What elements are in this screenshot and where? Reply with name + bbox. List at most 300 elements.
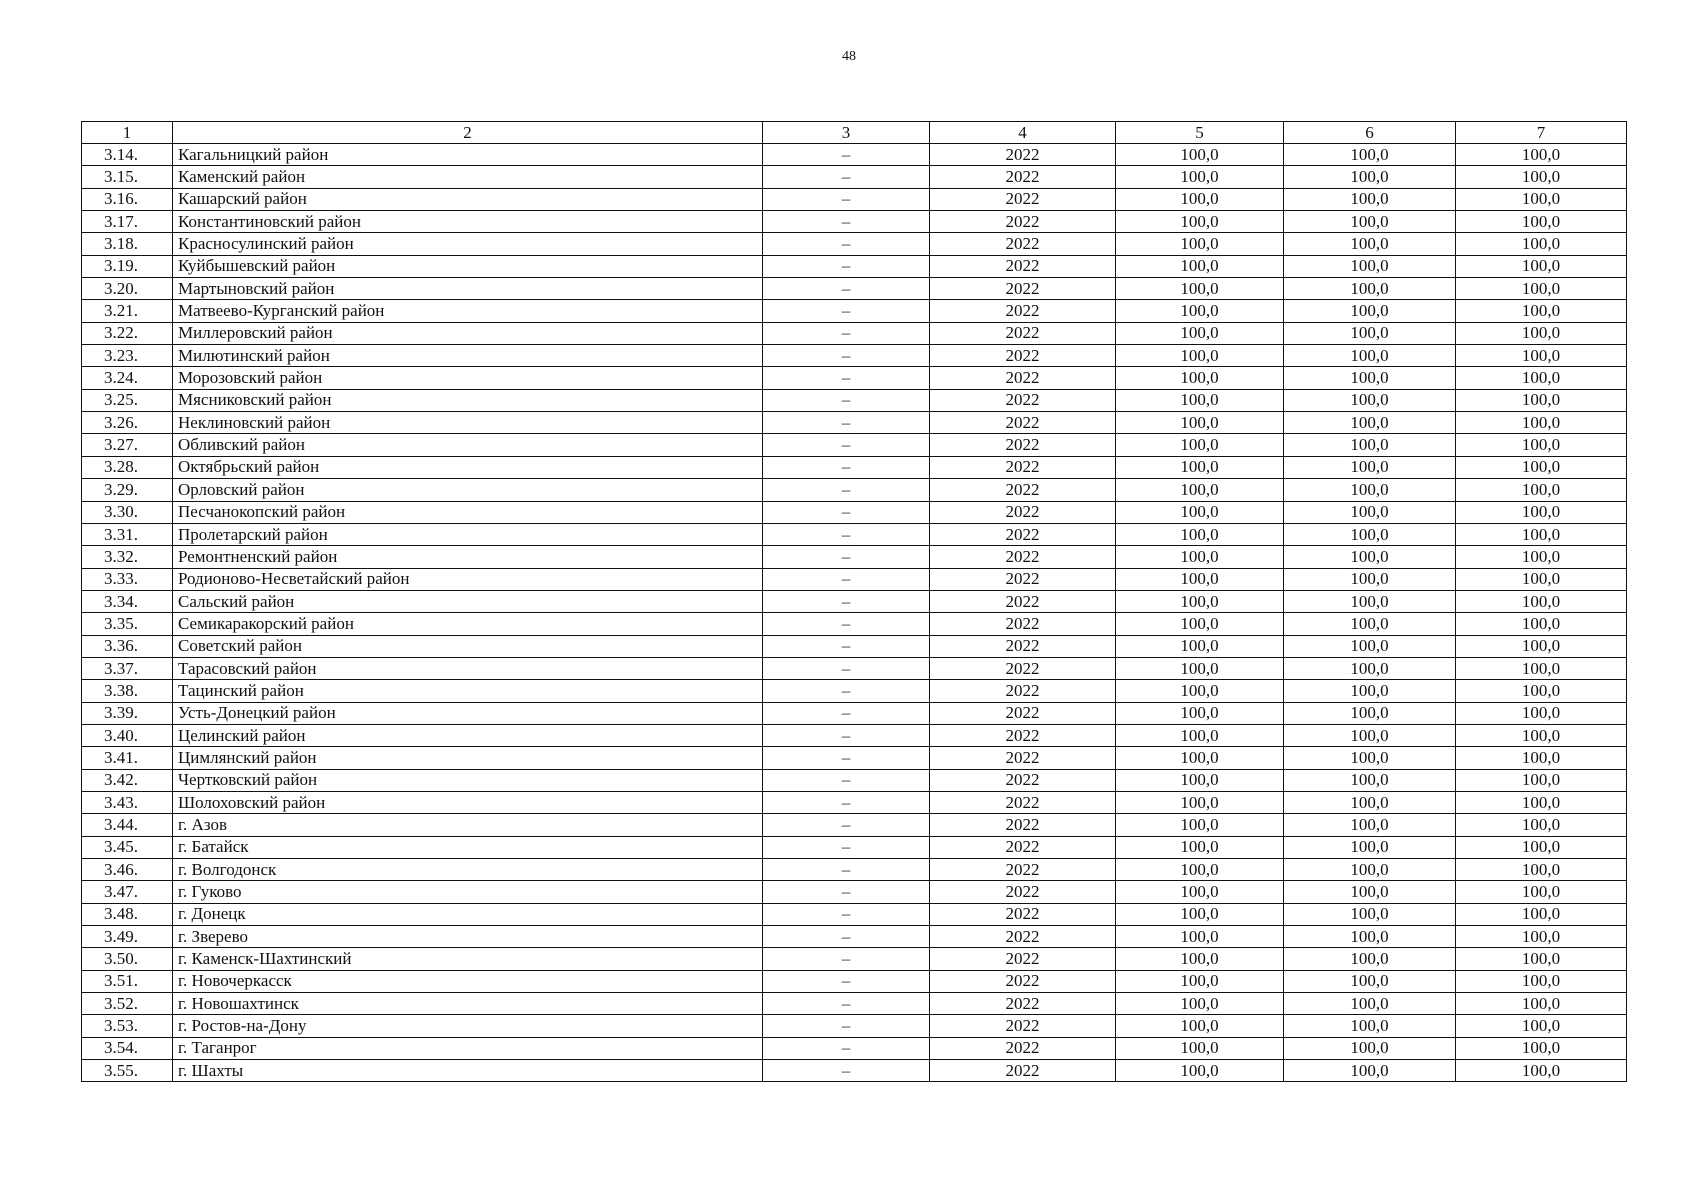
value-cell-5: 100,0	[1116, 322, 1284, 344]
value-cell-7: 100,0	[1456, 970, 1627, 992]
dash-cell: –	[763, 836, 930, 858]
value-cell-6: 100,0	[1284, 747, 1456, 769]
value-cell-6: 100,0	[1284, 501, 1456, 523]
dash-cell: –	[763, 412, 930, 434]
district-name-cell: Куйбышевский район	[173, 255, 763, 277]
dash-cell: –	[763, 144, 930, 166]
table-row	[82, 769, 1627, 791]
value-cell-6: 100,0	[1284, 970, 1456, 992]
year-cell: 2022	[930, 613, 1116, 635]
value-cell-6: 100,0	[1284, 345, 1456, 367]
table-row	[82, 144, 1627, 166]
value-cell-7: 100,0	[1456, 546, 1627, 568]
row-number-cell: 3.16.	[82, 188, 173, 210]
page-number: 48	[842, 49, 856, 64]
district-name-cell: Каменский район	[173, 166, 763, 188]
row-number-cell: 3.51.	[82, 970, 173, 992]
district-name-cell: Тарасовский район	[173, 657, 763, 679]
value-cell-7: 100,0	[1456, 702, 1627, 724]
value-cell-6: 100,0	[1284, 1037, 1456, 1059]
value-cell-7: 100,0	[1456, 144, 1627, 166]
year-cell: 2022	[930, 456, 1116, 478]
row-number-cell: 3.28.	[82, 456, 173, 478]
value-cell-7: 100,0	[1456, 322, 1627, 344]
value-cell-7: 100,0	[1456, 501, 1627, 523]
row-number-cell: 3.31.	[82, 523, 173, 545]
value-cell-7: 100,0	[1456, 657, 1627, 679]
table-row	[82, 814, 1627, 836]
district-name-cell: Советский район	[173, 635, 763, 657]
table-row	[82, 523, 1627, 545]
value-cell-6: 100,0	[1284, 881, 1456, 903]
row-number-cell: 3.21.	[82, 300, 173, 322]
value-cell-5: 100,0	[1116, 635, 1284, 657]
year-cell: 2022	[930, 702, 1116, 724]
value-cell-7: 100,0	[1456, 1037, 1627, 1059]
value-cell-5: 100,0	[1116, 791, 1284, 813]
dash-cell: –	[763, 479, 930, 501]
row-number-cell: 3.33.	[82, 568, 173, 590]
district-name-cell: Сальский район	[173, 590, 763, 612]
dash-cell: –	[763, 389, 930, 411]
district-name-cell: г. Ростов-на-Дону	[173, 1015, 763, 1037]
district-name-cell: Кашарский район	[173, 188, 763, 210]
dash-cell: –	[763, 791, 930, 813]
value-cell-5: 100,0	[1116, 501, 1284, 523]
value-cell-7: 100,0	[1456, 389, 1627, 411]
value-cell-5: 100,0	[1116, 255, 1284, 277]
year-cell: 2022	[930, 367, 1116, 389]
value-cell-6: 100,0	[1284, 1060, 1456, 1082]
row-number-cell: 3.39.	[82, 702, 173, 724]
row-number-cell: 3.49.	[82, 926, 173, 948]
table-row	[82, 255, 1627, 277]
district-name-cell: г. Новошахтинск	[173, 993, 763, 1015]
year-cell: 2022	[930, 747, 1116, 769]
dash-cell: –	[763, 233, 930, 255]
dash-cell: –	[763, 926, 930, 948]
year-cell: 2022	[930, 546, 1116, 568]
value-cell-5: 100,0	[1116, 948, 1284, 970]
row-number-cell: 3.20.	[82, 278, 173, 300]
row-number-cell: 3.30.	[82, 501, 173, 523]
value-cell-6: 100,0	[1284, 434, 1456, 456]
row-number-cell: 3.40.	[82, 724, 173, 746]
year-cell: 2022	[930, 881, 1116, 903]
table-row	[82, 859, 1627, 881]
value-cell-5: 100,0	[1116, 680, 1284, 702]
value-cell-6: 100,0	[1284, 523, 1456, 545]
row-number-cell: 3.14.	[82, 144, 173, 166]
value-cell-5: 100,0	[1116, 702, 1284, 724]
value-cell-6: 100,0	[1284, 657, 1456, 679]
dash-cell: –	[763, 523, 930, 545]
value-cell-7: 100,0	[1456, 836, 1627, 858]
district-name-cell: г. Батайск	[173, 836, 763, 858]
value-cell-5: 100,0	[1116, 814, 1284, 836]
row-number-cell: 3.23.	[82, 345, 173, 367]
row-number-cell: 3.15.	[82, 166, 173, 188]
dash-cell: –	[763, 590, 930, 612]
dash-cell: –	[763, 702, 930, 724]
row-number-cell: 3.55.	[82, 1060, 173, 1082]
value-cell-7: 100,0	[1456, 278, 1627, 300]
value-cell-6: 100,0	[1284, 300, 1456, 322]
value-cell-5: 100,0	[1116, 211, 1284, 233]
table-row	[82, 657, 1627, 679]
value-cell-5: 100,0	[1116, 546, 1284, 568]
table-row	[82, 501, 1627, 523]
value-cell-6: 100,0	[1284, 702, 1456, 724]
row-number-cell: 3.50.	[82, 948, 173, 970]
value-cell-7: 100,0	[1456, 412, 1627, 434]
year-cell: 2022	[930, 300, 1116, 322]
value-cell-5: 100,0	[1116, 1015, 1284, 1037]
column-header: 7	[1456, 122, 1627, 144]
dash-cell: –	[763, 1037, 930, 1059]
value-cell-5: 100,0	[1116, 278, 1284, 300]
row-number-cell: 3.32.	[82, 546, 173, 568]
value-cell-5: 100,0	[1116, 367, 1284, 389]
year-cell: 2022	[930, 523, 1116, 545]
table-row	[82, 278, 1627, 300]
value-cell-7: 100,0	[1456, 814, 1627, 836]
value-cell-6: 100,0	[1284, 590, 1456, 612]
district-name-cell: Шолоховский район	[173, 791, 763, 813]
dash-cell: –	[763, 680, 930, 702]
value-cell-7: 100,0	[1456, 456, 1627, 478]
row-number-cell: 3.34.	[82, 590, 173, 612]
data-table	[81, 121, 1627, 1082]
year-cell: 2022	[930, 278, 1116, 300]
year-cell: 2022	[930, 926, 1116, 948]
table-header-row	[82, 122, 1627, 144]
district-name-cell: Песчанокопский район	[173, 501, 763, 523]
year-cell: 2022	[930, 1037, 1116, 1059]
district-name-cell: Родионово-Несветайский район	[173, 568, 763, 590]
column-header: 3	[763, 122, 930, 144]
value-cell-6: 100,0	[1284, 233, 1456, 255]
value-cell-7: 100,0	[1456, 993, 1627, 1015]
value-cell-7: 100,0	[1456, 859, 1627, 881]
year-cell: 2022	[930, 657, 1116, 679]
value-cell-5: 100,0	[1116, 434, 1284, 456]
district-name-cell: Матвеево-Курганский район	[173, 300, 763, 322]
year-cell: 2022	[930, 211, 1116, 233]
table-row	[82, 322, 1627, 344]
district-name-cell: Октябрьский район	[173, 456, 763, 478]
dash-cell: –	[763, 367, 930, 389]
district-name-cell: Миллеровский район	[173, 322, 763, 344]
year-cell: 2022	[930, 412, 1116, 434]
dash-cell: –	[763, 970, 930, 992]
year-cell: 2022	[930, 769, 1116, 791]
table-row	[82, 389, 1627, 411]
year-cell: 2022	[930, 233, 1116, 255]
value-cell-7: 100,0	[1456, 747, 1627, 769]
value-cell-6: 100,0	[1284, 568, 1456, 590]
value-cell-7: 100,0	[1456, 881, 1627, 903]
column-header: 2	[173, 122, 763, 144]
value-cell-5: 100,0	[1116, 389, 1284, 411]
value-cell-7: 100,0	[1456, 166, 1627, 188]
district-name-cell: г. Таганрог	[173, 1037, 763, 1059]
row-number-cell: 3.35.	[82, 613, 173, 635]
table-row	[82, 300, 1627, 322]
dash-cell: –	[763, 948, 930, 970]
table-row	[82, 747, 1627, 769]
row-number-cell: 3.27.	[82, 434, 173, 456]
value-cell-7: 100,0	[1456, 233, 1627, 255]
value-cell-5: 100,0	[1116, 903, 1284, 925]
year-cell: 2022	[930, 859, 1116, 881]
district-name-cell: Тацинский район	[173, 680, 763, 702]
value-cell-5: 100,0	[1116, 613, 1284, 635]
dash-cell: –	[763, 769, 930, 791]
value-cell-5: 100,0	[1116, 1037, 1284, 1059]
district-name-cell: Кагальницкий район	[173, 144, 763, 166]
column-header: 6	[1284, 122, 1456, 144]
year-cell: 2022	[930, 345, 1116, 367]
table-row	[82, 568, 1627, 590]
dash-cell: –	[763, 1015, 930, 1037]
district-name-cell: Мартыновский район	[173, 278, 763, 300]
value-cell-6: 100,0	[1284, 791, 1456, 813]
district-name-cell: Обливский район	[173, 434, 763, 456]
table-row	[82, 635, 1627, 657]
dash-cell: –	[763, 724, 930, 746]
value-cell-5: 100,0	[1116, 724, 1284, 746]
dash-cell: –	[763, 1060, 930, 1082]
year-cell: 2022	[930, 993, 1116, 1015]
value-cell-6: 100,0	[1284, 859, 1456, 881]
table-row	[82, 546, 1627, 568]
value-cell-5: 100,0	[1116, 1060, 1284, 1082]
table-row	[82, 1015, 1627, 1037]
value-cell-7: 100,0	[1456, 769, 1627, 791]
value-cell-5: 100,0	[1116, 747, 1284, 769]
value-cell-6: 100,0	[1284, 680, 1456, 702]
value-cell-5: 100,0	[1116, 479, 1284, 501]
table-row	[82, 434, 1627, 456]
value-cell-6: 100,0	[1284, 278, 1456, 300]
value-cell-5: 100,0	[1116, 881, 1284, 903]
table-row	[82, 479, 1627, 501]
value-cell-5: 100,0	[1116, 166, 1284, 188]
table-row	[82, 1060, 1627, 1082]
row-number-cell: 3.25.	[82, 389, 173, 411]
dash-cell: –	[763, 546, 930, 568]
value-cell-7: 100,0	[1456, 434, 1627, 456]
row-number-cell: 3.37.	[82, 657, 173, 679]
year-cell: 2022	[930, 948, 1116, 970]
year-cell: 2022	[930, 791, 1116, 813]
value-cell-7: 100,0	[1456, 948, 1627, 970]
district-name-cell: Ремонтненский район	[173, 546, 763, 568]
value-cell-5: 100,0	[1116, 144, 1284, 166]
value-cell-5: 100,0	[1116, 769, 1284, 791]
table-row	[82, 926, 1627, 948]
year-cell: 2022	[930, 434, 1116, 456]
year-cell: 2022	[930, 970, 1116, 992]
row-number-cell: 3.54.	[82, 1037, 173, 1059]
dash-cell: –	[763, 568, 930, 590]
table-row	[82, 702, 1627, 724]
year-cell: 2022	[930, 1060, 1116, 1082]
row-number-cell: 3.42.	[82, 769, 173, 791]
row-number-cell: 3.18.	[82, 233, 173, 255]
value-cell-5: 100,0	[1116, 456, 1284, 478]
district-name-cell: Усть-Донецкий район	[173, 702, 763, 724]
value-cell-6: 100,0	[1284, 814, 1456, 836]
value-cell-6: 100,0	[1284, 188, 1456, 210]
value-cell-7: 100,0	[1456, 211, 1627, 233]
dash-cell: –	[763, 211, 930, 233]
table-row	[82, 166, 1627, 188]
year-cell: 2022	[930, 501, 1116, 523]
table-row	[82, 948, 1627, 970]
dash-cell: –	[763, 747, 930, 769]
district-name-cell: Пролетарский район	[173, 523, 763, 545]
value-cell-6: 100,0	[1284, 367, 1456, 389]
value-cell-5: 100,0	[1116, 993, 1284, 1015]
year-cell: 2022	[930, 322, 1116, 344]
value-cell-6: 100,0	[1284, 993, 1456, 1015]
table-row	[82, 211, 1627, 233]
dash-cell: –	[763, 814, 930, 836]
district-name-cell: Милютинский район	[173, 345, 763, 367]
district-name-cell: г. Донецк	[173, 903, 763, 925]
value-cell-6: 100,0	[1284, 144, 1456, 166]
value-cell-6: 100,0	[1284, 926, 1456, 948]
dash-cell: –	[763, 434, 930, 456]
row-number-cell: 3.17.	[82, 211, 173, 233]
district-name-cell: г. Шахты	[173, 1060, 763, 1082]
dash-cell: –	[763, 635, 930, 657]
row-number-cell: 3.24.	[82, 367, 173, 389]
value-cell-7: 100,0	[1456, 1060, 1627, 1082]
table-row	[82, 345, 1627, 367]
value-cell-6: 100,0	[1284, 948, 1456, 970]
table-row	[82, 970, 1627, 992]
value-cell-6: 100,0	[1284, 412, 1456, 434]
value-cell-6: 100,0	[1284, 456, 1456, 478]
table-row	[82, 590, 1627, 612]
year-cell: 2022	[930, 814, 1116, 836]
value-cell-6: 100,0	[1284, 479, 1456, 501]
table-row	[82, 836, 1627, 858]
table-row	[82, 993, 1627, 1015]
value-cell-7: 100,0	[1456, 903, 1627, 925]
year-cell: 2022	[930, 389, 1116, 411]
year-cell: 2022	[930, 1015, 1116, 1037]
dash-cell: –	[763, 345, 930, 367]
year-cell: 2022	[930, 188, 1116, 210]
district-name-cell: Семикаракорский район	[173, 613, 763, 635]
table-row	[82, 903, 1627, 925]
table-row	[82, 412, 1627, 434]
district-name-cell: г. Гуково	[173, 881, 763, 903]
district-name-cell: Красносулинский район	[173, 233, 763, 255]
value-cell-5: 100,0	[1116, 657, 1284, 679]
district-name-cell: г. Каменск-Шахтинский	[173, 948, 763, 970]
dash-cell: –	[763, 188, 930, 210]
value-cell-5: 100,0	[1116, 345, 1284, 367]
year-cell: 2022	[930, 724, 1116, 746]
column-header: 5	[1116, 122, 1284, 144]
year-cell: 2022	[930, 144, 1116, 166]
year-cell: 2022	[930, 479, 1116, 501]
year-cell: 2022	[930, 836, 1116, 858]
table-row	[82, 456, 1627, 478]
table-row	[82, 724, 1627, 746]
value-cell-7: 100,0	[1456, 680, 1627, 702]
value-cell-6: 100,0	[1284, 322, 1456, 344]
table-row	[82, 680, 1627, 702]
dash-cell: –	[763, 278, 930, 300]
table-row	[82, 367, 1627, 389]
year-cell: 2022	[930, 568, 1116, 590]
dash-cell: –	[763, 501, 930, 523]
value-cell-5: 100,0	[1116, 412, 1284, 434]
value-cell-7: 100,0	[1456, 367, 1627, 389]
year-cell: 2022	[930, 903, 1116, 925]
row-number-cell: 3.43.	[82, 791, 173, 813]
year-cell: 2022	[930, 255, 1116, 277]
value-cell-6: 100,0	[1284, 389, 1456, 411]
row-number-cell: 3.53.	[82, 1015, 173, 1037]
value-cell-5: 100,0	[1116, 859, 1284, 881]
value-cell-7: 100,0	[1456, 926, 1627, 948]
value-cell-7: 100,0	[1456, 613, 1627, 635]
row-number-cell: 3.41.	[82, 747, 173, 769]
value-cell-7: 100,0	[1456, 724, 1627, 746]
district-name-cell: Цимлянский район	[173, 747, 763, 769]
value-cell-5: 100,0	[1116, 300, 1284, 322]
value-cell-6: 100,0	[1284, 211, 1456, 233]
district-name-cell: Морозовский район	[173, 367, 763, 389]
dash-cell: –	[763, 166, 930, 188]
value-cell-7: 100,0	[1456, 635, 1627, 657]
row-number-cell: 3.36.	[82, 635, 173, 657]
table-row	[82, 188, 1627, 210]
row-number-cell: 3.45.	[82, 836, 173, 858]
value-cell-7: 100,0	[1456, 568, 1627, 590]
value-cell-6: 100,0	[1284, 1015, 1456, 1037]
dash-cell: –	[763, 613, 930, 635]
value-cell-7: 100,0	[1456, 590, 1627, 612]
district-name-cell: г. Волгодонск	[173, 859, 763, 881]
value-cell-7: 100,0	[1456, 791, 1627, 813]
value-cell-5: 100,0	[1116, 926, 1284, 948]
value-cell-7: 100,0	[1456, 479, 1627, 501]
value-cell-7: 100,0	[1456, 300, 1627, 322]
table-row	[82, 233, 1627, 255]
district-name-cell: Чертковский район	[173, 769, 763, 791]
value-cell-7: 100,0	[1456, 345, 1627, 367]
dash-cell: –	[763, 881, 930, 903]
district-name-cell: Неклиновский район	[173, 412, 763, 434]
year-cell: 2022	[930, 590, 1116, 612]
dash-cell: –	[763, 300, 930, 322]
dash-cell: –	[763, 903, 930, 925]
year-cell: 2022	[930, 635, 1116, 657]
value-cell-7: 100,0	[1456, 523, 1627, 545]
district-name-cell: Орловский район	[173, 479, 763, 501]
row-number-cell: 3.44.	[82, 814, 173, 836]
row-number-cell: 3.22.	[82, 322, 173, 344]
value-cell-7: 100,0	[1456, 255, 1627, 277]
